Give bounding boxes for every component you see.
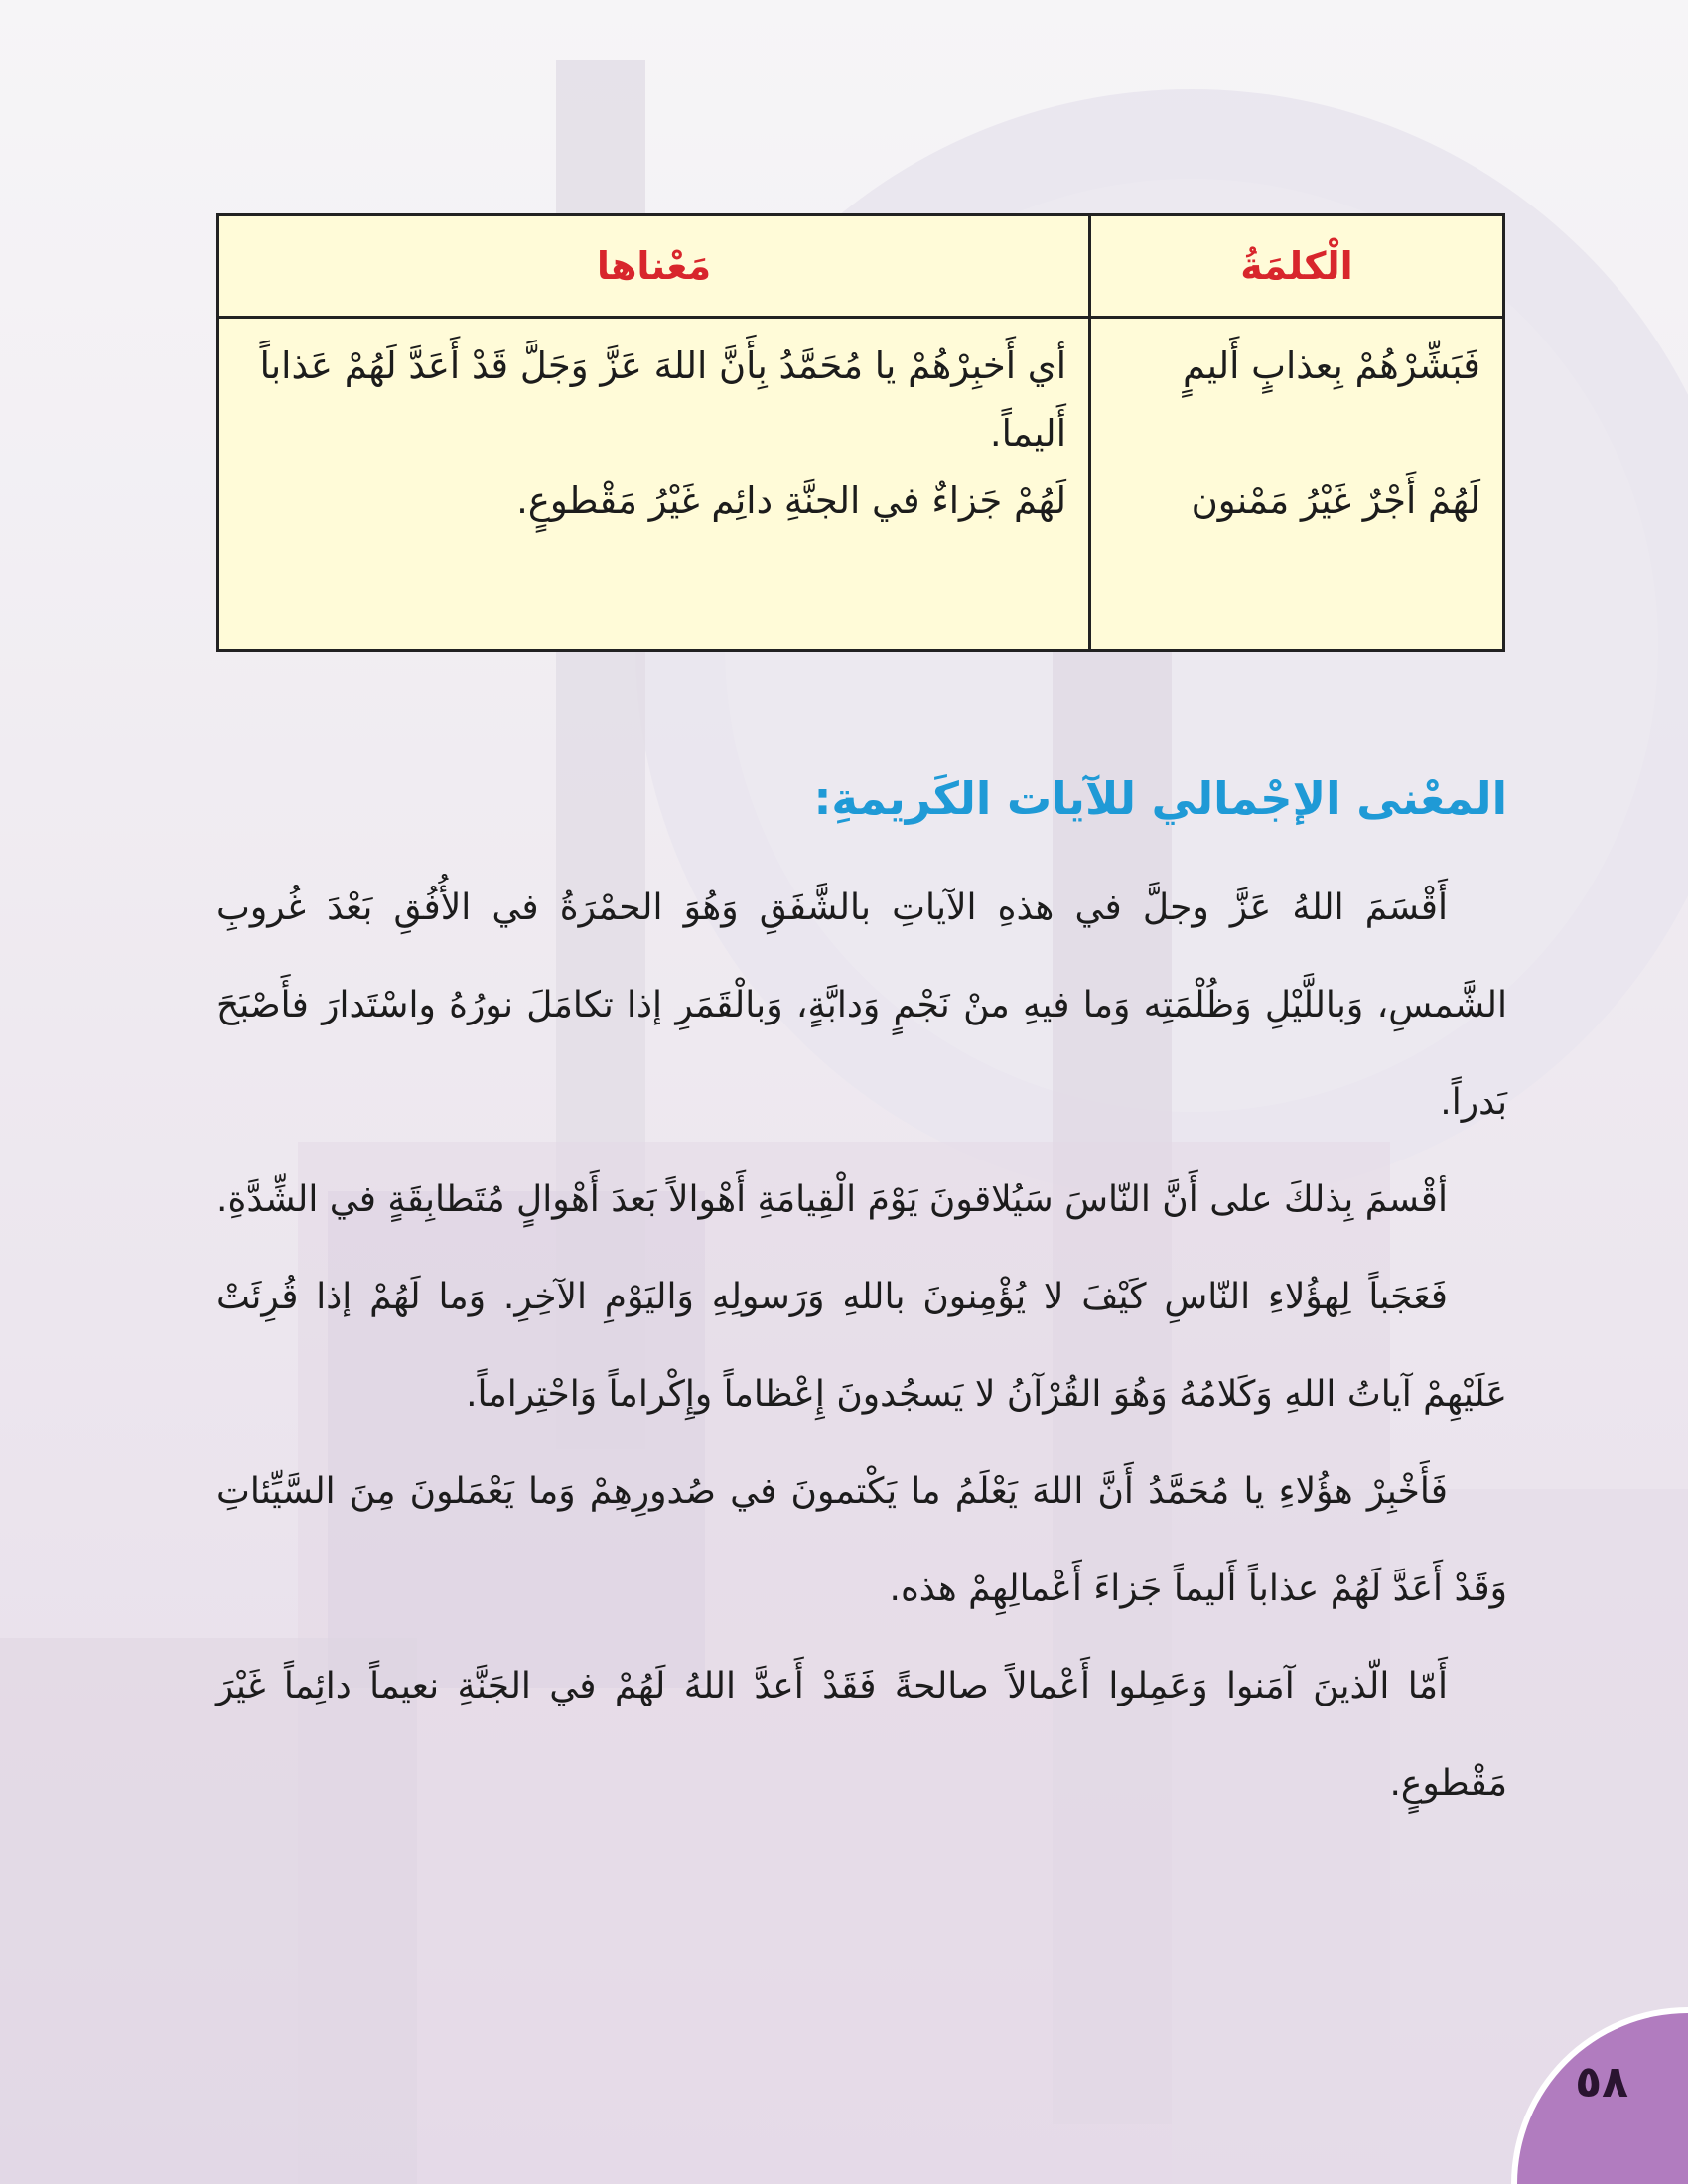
- table-header-meaning: مَعْناها: [218, 215, 1090, 318]
- vocabulary-table: [216, 213, 1505, 652]
- meaning-cell: [218, 318, 1090, 651]
- page-number: ٥٨: [1575, 2057, 1628, 2108]
- table-row: [218, 318, 1504, 651]
- page-number-badge: [1511, 2007, 1688, 2184]
- paragraph: أَقْسَمَ اللهُ عَزَّ وجلَّ في هذهِ الآياتِ بالشَّفَقِ وَهُوَ الحمْرَةُ في الأُفُقِ بَعْدَ غُروبِ الشَّمسِ، وَباللَّيْلِ وَظُلْمَتِه وَما فيهِ منْ نَجْمٍ وَدابَّةٍ، وَبالْقَمَرِ إذا تكامَلَ نورُهُ واسْتَدارَ فأَصْبَحَ بَدراً.: [216, 887, 1507, 1123]
- vocab-word: لَهُمْ أَجْرٌ غَيْرُ مَمْنون: [1191, 479, 1480, 522]
- body-text: [216, 860, 1507, 1833]
- vocab-meaning: لَهُمْ جَزاءٌ في الجنَّةِ دائِم غَيْرُ مَقْطوعٍ.: [516, 479, 1066, 522]
- paragraph: أَمّا الّذينَ آمَنوا وَعَمِلوا أَعْمالاً صالحةً فَقَدْ أَعدَّ اللهُ لَهُمْ في الجَنَّةِ نعيماً دائِماً غَيْرَ مَقْطوعٍ.: [216, 1666, 1507, 1804]
- paragraph: فَأَخْبِرْ هؤُلاءِ يا مُحَمَّدُ أَنَّ اللهَ يَعْلَمُ ما يَكْتمونَ في صُدورِهِمْ وَما يَعْمَلونَ مِنَ السَّيِّئاتِ وَقَدْ أَعَدَّ لَهُمْ عذاباً أَليماً جَزاءَ أَعْمالِهِمْ هذه.: [216, 1471, 1507, 1609]
- table-header-word: الْكلمَةُ: [1090, 215, 1504, 318]
- paragraph: أقْسمَ بِذلكَ على أَنَّ النّاسَ سَيُلاقونَ يَوْمَ الْقِيامَةِ أَهْوالاً بَعدَ أَهْوالٍ مُتَطابِقَةٍ في الشِّدَّةِ.: [216, 1179, 1448, 1220]
- word-cell: [1090, 318, 1504, 651]
- section-title: المعْنى الإجْمالي للآيات الكَريمةِ:: [813, 772, 1507, 825]
- paragraph: فَعَجَباً لِهؤُلاءِ النّاسِ كَيْفَ لا يُؤْمِنونَ باللهِ وَرَسولِهِ وَاليَوْمِ الآخِرِ. وَما لَهُمْ إذا قُرِئَتْ عَلَيْهِمْ آياتُ اللهِ وَكَلامُهُ وَهُوَ القُرْآنُ لا يَسجُدونَ إِعْظاماً وإِكْراماً وَاحْتِراماً.: [216, 1277, 1507, 1415]
- vocab-word: فَبَشِّرْهُمْ بِعذابٍ أَليمٍ: [1183, 344, 1480, 387]
- table-header-row: [218, 215, 1504, 318]
- vocab-meaning: أي أَخبِرْهُمْ يا مُحَمَّدُ بِأَنَّ اللهَ عَزَّ وَجَلَّ قَدْ أَعَدَّ لَهُمْ عَذاباً أَليماً.: [259, 344, 1066, 455]
